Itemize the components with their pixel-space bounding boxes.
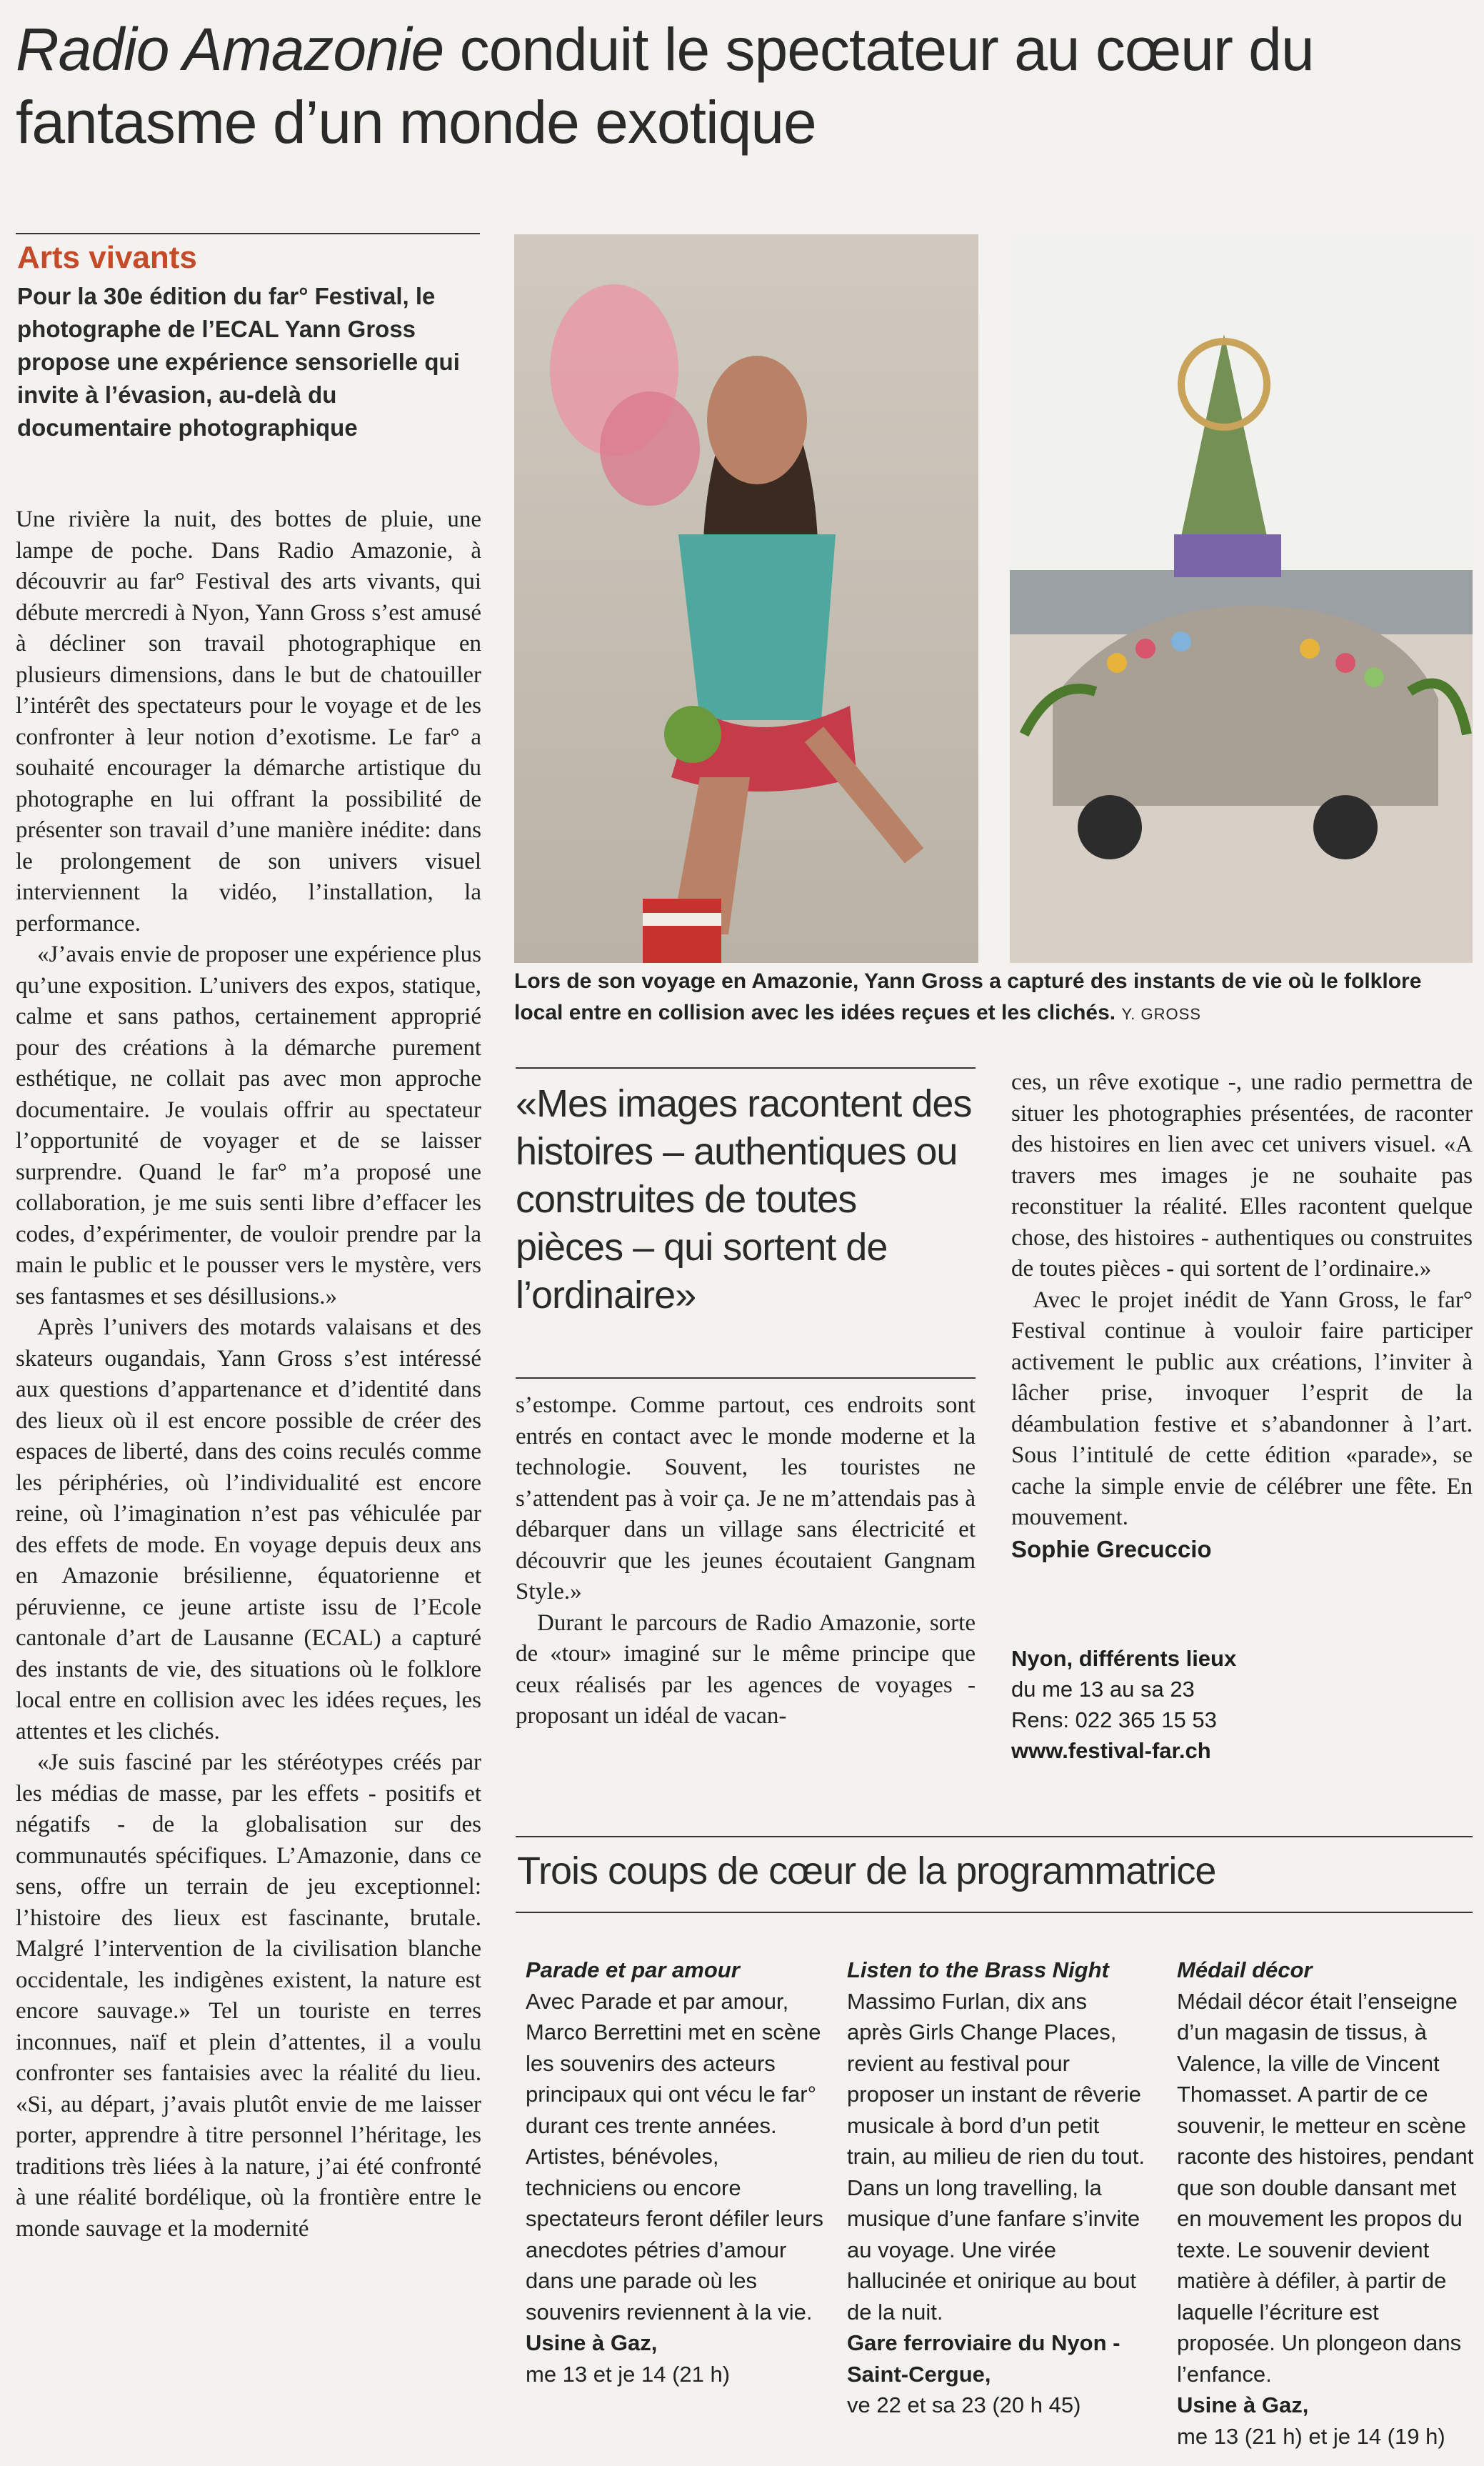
pick-dates: me 13 (21 h) et je 14 (19 h) <box>1177 2423 1445 2449</box>
article-lead: Pour la 30e édition du far° Festival, le photographe de l’ECAL Yann Gross propose une expérience sensorielle qui invite à l’évasion, au-delà du documentaire photographique <box>17 283 460 441</box>
body-column-2 <box>516 1390 976 1732</box>
box-rule-top <box>516 1836 1473 1837</box>
pick-title: Listen to the Brass Night <box>847 1957 1109 1982</box>
pick-venue: Gare ferroviaire du Nyon - Saint-Cergue, <box>847 2330 1120 2387</box>
event-info <box>1011 1643 1468 1766</box>
author-signature: Sophie Grecuccio <box>1011 1535 1212 1562</box>
pick-title: Parade et par amour <box>526 1957 740 1982</box>
headline-rest: conduit le spectateur au cœur du fantasme d’un monde exotique <box>16 16 1314 156</box>
pick-dates: me 13 et je 14 (21 h) <box>526 2361 731 2387</box>
event-place: Nyon, différents lieux <box>1011 1646 1237 1671</box>
pick-item <box>1177 1955 1477 2452</box>
photo-credit: Y. GROSS <box>1121 1005 1201 1023</box>
pick-dates: ve 22 et sa 23 (20 h 45) <box>847 2392 1081 2417</box>
photo-dancer <box>514 234 978 963</box>
paragraph: Après l’univers des motards valaisans et des skateurs ougandais, Yann Gross s’est intéressé aux questions d’appartenance et d’identité dans des lieux où il est encore possible de créer des espaces de liberté, dans des coins reculés comme les périphéries, où l’individualité est encore reine, où l’imagination n’est pas véhiculée par des effets de mode. En voyage depuis deux ans en Amazonie brésilienne, équatorienne et péruvienne, ce jeune artiste issu de l’Ecole cantonale d’art de Lausanne (ECAL) a capturé des instants de vie, des situations où le folklore local entre en collision avec les idées reçues, les attentes et les clichés. <box>16 1314 481 1744</box>
quote-rule-top <box>516 1067 976 1069</box>
paragraph: s’estompe. Comme partout, ces endroits sont entrés en contact avec le monde moderne et la technologie. Souvent, les touristes ne s’attendent pas à voir ça. Je ne m’attendais pas à débarquer dans un village sans électricité et découvrir que les jeunes écoutaient Gangnam Style.» <box>516 1392 976 1604</box>
photo-caption <box>514 966 1471 1030</box>
box-title: Trois coups de cœur de la programmatrice <box>517 1849 1216 1892</box>
box-rule-bottom <box>516 1912 1473 1913</box>
pick-title: Médail décor <box>1177 1957 1313 1982</box>
pick-text: Massimo Furlan, dix ans après Girls Change Places, revient au festival pour proposer un instant de rêverie musicale à bord d’un petit train, au milieu de rien du tout. Dans un long travelling, la musique d’une fanfare s’invite au voyage. Une virée hallucinée et onirique au bout de la nuit. <box>847 1988 1145 2325</box>
pick-item <box>526 1955 826 2390</box>
event-website[interactable]: www.festival-far.ch <box>1011 1738 1211 1763</box>
photo-decorated-car <box>1010 234 1473 963</box>
kicker-rule <box>16 233 480 234</box>
paragraph: «Je suis fasciné par les stéréotypes créés par les médias de masse, par les effets - positifs et négatifs - de la globalisation sur des communautés spécifiques. L’Amazonie, dans ce sens, offre un terrain de jeu exceptionnel: l’histoire des lieux est fascinante, brutale. Malgré l’intervention de la civilisation blanche occidentale, les indigènes existent, la nature est encore sauvage.» Tel un touriste en terres inconnues, naïf et plein d’attentes, il a voulu confronter ses fantaisies avec la réalité du lieu. «Si, au départ, j’avais plutôt envie de me laisser porter, apprendre à titre personnel l’héritage, les traditions très liées à la nature, j’ai été confronté à une réalité bordélique, où la frontière entre le monde sauvage et la modernité <box>16 1749 481 2242</box>
caption-text: Lors de son voyage en Amazonie, Yann Gross a capturé des instants de vie où le folklore local entre en collision avec les idées reçues et les clichés. <box>514 969 1422 1024</box>
event-dates: du me 13 au sa 23 <box>1011 1677 1195 1702</box>
section-kicker: Arts vivants <box>17 240 197 275</box>
paragraph: «J’avais envie de proposer une expérience plus qu’une exposition. L’univers des expos, statique, calme et sans pathos, certainement approprié pour des créations à la démarche purement esthétique, ne collait pas avec mon approche documentaire. Je voulais offrir au spectateur l’opportunité de voyager et de se laisser surprendre. Quand le far° m’a proposé une collaboration, je me suis senti libre d’effacer les codes, d’expérimenter, de vouloir prendre par la main le public et le pousser vers le mystère, vers ses fantasmes et ses désillusions.» <box>16 942 481 1309</box>
pick-text: Avec Parade et par amour, Marco Berrettini met en scène les souvenirs des acteurs principaux qui ont vécu le far° durant ces trente années. Artistes, bénévoles, techniciens ou encore spectateurs feront défiler leurs anecdotes pétries d’amour dans une parade où les souvenirs reviennent à la vie. <box>526 1988 823 2325</box>
paragraph: ces, un rêve exotique -, une radio permettra de situer les photographies présentées, de raconter des histoires en lien avec cet univers visuel. «A travers mes images je ne souhaite pas reconstituer la réalité. Elles racontent quelque chose, des histoires - authentiques ou construites de toutes pièces - qui sortent de l’ordinaire.» <box>1011 1069 1473 1282</box>
pick-item <box>847 1955 1147 2421</box>
pick-text: Médail décor était l’enseigne d’un magasin de tissus, à Valence, la ville de Vincent Thomasset. A partir de ce souvenir, le metteur en scène raconte des histoires, pendant que son double dansant met en mouvement les propos du texte. Le souvenir devient matière à défiler, à partir de laquelle l’écriture est proposée. Un plongeon dans l’enfance. <box>1177 1988 1474 2387</box>
quote-rule-bottom <box>516 1377 976 1379</box>
pull-quote: «Mes images racontent des histoires – authentiques ou construites de toutes pièces – qui sortent de l’ordinaire» <box>516 1082 972 1317</box>
headline <box>16 13 1473 159</box>
event-phone: Rens: 022 365 15 53 <box>1011 1707 1217 1732</box>
pick-venue: Usine à Gaz, <box>526 2330 658 2355</box>
paragraph: Durant le parcours de Radio Amazonie, sorte de «tour» imaginé sur le même principe que ceux réalisés par les agences de voyages - proposant un idéal de vacan- <box>516 1609 976 1729</box>
body-column-1 <box>16 504 481 2245</box>
pick-venue: Usine à Gaz, <box>1177 2392 1309 2417</box>
headline-italic: Radio Amazonie <box>16 16 444 83</box>
paragraph: Une rivière la nuit, des bottes de pluie, une lampe de poche. Dans Radio Amazonie, à découvrir au far° Festival des arts vivants, qui débute mercredi à Nyon, Yann Gross s’est amusé à décliner son travail photographique en plusieurs dimensions, dans le but de chatouiller l’intérêt des spectateurs pour le voyage et de les confronter à leur notion d’exotisme. Le far° a souhaité encourager la démarche artistique du photographe en lui offrant la possibilité de présenter son travail d’une manière inédite: dans le prolongement de son univers visuel interviennent la vidéo, l’installation, la performance. <box>16 506 481 937</box>
paragraph: Avec le projet inédit de Yann Gross, le far° Festival continue à vouloir faire participer activement le public aux créations, l’inviter à lâcher prise, invoquer l’esprit de la déambulation festive et s’abandonner à l’art. Sous l’intitulé de cette édition «parade», se cache la simple envie de célébrer une fête. En mouvement. <box>1011 1287 1473 1530</box>
body-column-3 <box>1011 1067 1473 1564</box>
